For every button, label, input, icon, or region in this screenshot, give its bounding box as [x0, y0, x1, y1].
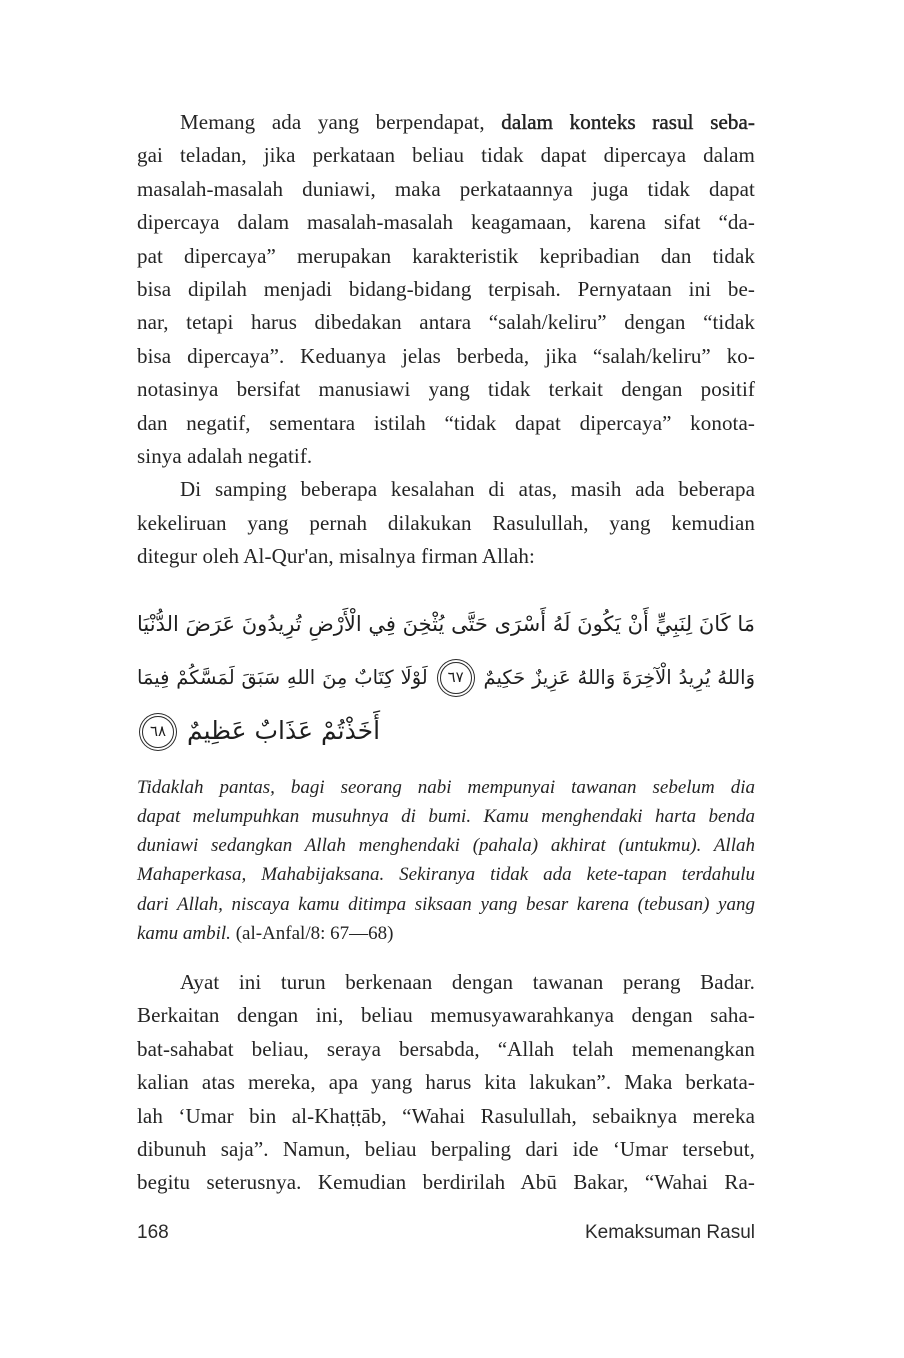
text-line	[137, 106, 755, 139]
text-line: notasinya bersifat manusiawi yang tidak terkait dengan positif	[137, 377, 755, 402]
text-segment: لَوْلَا كِتَابٌ مِنَ اللهِ سَبَقَ لَمَسَّكُمْ فِيمَا	[137, 665, 435, 689]
paragraph-3	[137, 966, 755, 1200]
text-line: lah ‘Umar bin al-Khaṭṭāb, “Wahai Rasulullah, sebaiknya mereka	[137, 1103, 755, 1128]
text-line: bisa dipilah menjadi bidang-bidang terpisah. Pernyataan ini be-	[137, 277, 755, 302]
paragraph-2	[137, 473, 755, 573]
text-line: bat-sahabat beliau, seraya bersabda, “Allah telah memenangkan	[137, 1036, 755, 1061]
text-line: Di samping beberapa kesalahan di atas, masih ada beberapa	[180, 477, 755, 502]
text-segment: أَخَذْتُمْ عَذَابٌ عَظِيمٌ	[179, 715, 381, 745]
text-line: masalah-masalah duniawi, maka perkataannya juga tidak dapat	[137, 176, 755, 201]
page-footer	[137, 1222, 755, 1244]
text-segment: وَاللهُ يُرِيدُ الْآخِرَةَ وَاللهُ عَزِيزٌ حَكِيمٌ	[476, 665, 755, 689]
text-line	[137, 919, 755, 948]
text-line: Ayat ini turun berkenaan dengan tawanan perang Badar.	[180, 969, 755, 994]
text-segment: Memang ada yang berpendapat,	[180, 110, 502, 134]
text-line: Berkaitan dengan ini, beliau memusyawarahkanya dengan saha-	[137, 1003, 755, 1028]
text-line	[137, 704, 755, 757]
text-line: dibunuh saja”. Namun, beliau berpaling dari ide ‘Umar tersebut,	[137, 1136, 755, 1161]
text-line	[137, 651, 755, 704]
text-line: sinya adalah negatif.	[137, 444, 313, 469]
text-line: begitu seterusnya. Kemudian berdirilah Abū Bakar, “Wahai Ra-	[137, 1170, 755, 1195]
text-line: pat dipercaya” merupakan karakteristik kepribadian dan tidak	[137, 243, 755, 268]
text-line: kalian atas mereka, apa yang harus kita lakukan”. Maka berkata-	[137, 1070, 755, 1095]
text-line: dan negatif, sementara istilah “tidak dapat dipercaya” konota-	[137, 410, 755, 435]
paragraph-1	[137, 106, 755, 473]
ayah-number-marker: ٦٨	[142, 716, 174, 748]
text-line: bisa dipercaya”. Keduanya jelas berbeda, jika “salah/keliru” ko-	[137, 343, 755, 368]
page-number: 168	[137, 1222, 169, 1243]
text-line: dari Allah, niscaya kamu ditimpa siksaan yang besar karena (tebusan) yang	[137, 893, 755, 915]
text-line: gai teladan, jika perkataan beliau tidak dapat dipercaya dalam	[137, 143, 755, 168]
text-line: dapat melumpuhkan musuhnya di bumi. Kamu menghendaki harta benda	[137, 805, 755, 827]
ayah-number-marker: ٦٧	[440, 662, 472, 694]
text-line: dipercaya dalam masalah-masalah keagamaan, karena sifat “da-	[137, 210, 755, 235]
running-title: Kemaksuman Rasul	[584, 1222, 755, 1243]
text-line: Mahaperkasa, Mahabijaksana. Sekiranya tidak ada kete-tapan terdahulu	[137, 864, 755, 886]
verse-translation	[137, 773, 755, 948]
text-segment: kamu ambil.	[137, 922, 236, 944]
text-segment: dalam konteks rasul seba-	[501, 110, 755, 134]
text-segment: (al-Anfal/8: 67—68)	[235, 922, 394, 944]
text-line: nar, tetapi harus dibedakan antara “salah/keliru” dengan “tidak	[137, 310, 755, 335]
text-line: Tidaklah pantas, bagi seorang nabi mempunyai tawanan sebelum dia	[137, 776, 755, 798]
text-line: kekeliruan yang pernah dilakukan Rasulullah, yang kemudian	[137, 510, 755, 535]
text-line: مَا كَانَ لِنَبِيٍّ أَنْ يَكُونَ لَهُ أَسْرَى حَتَّى يُثْخِنَ فِي الْأَرْضِ تُرِيدُونَ عَرَضَ الدُّنْيَا	[137, 611, 755, 636]
text-column	[137, 106, 755, 1200]
text-line: ditegur oleh Al-Qur'an, misalnya firman Allah:	[137, 544, 535, 569]
quran-verse	[137, 598, 755, 757]
text-line: duniawi sedangkan Allah menghendaki (pahala) akhirat (untukmu). Allah	[137, 835, 755, 857]
